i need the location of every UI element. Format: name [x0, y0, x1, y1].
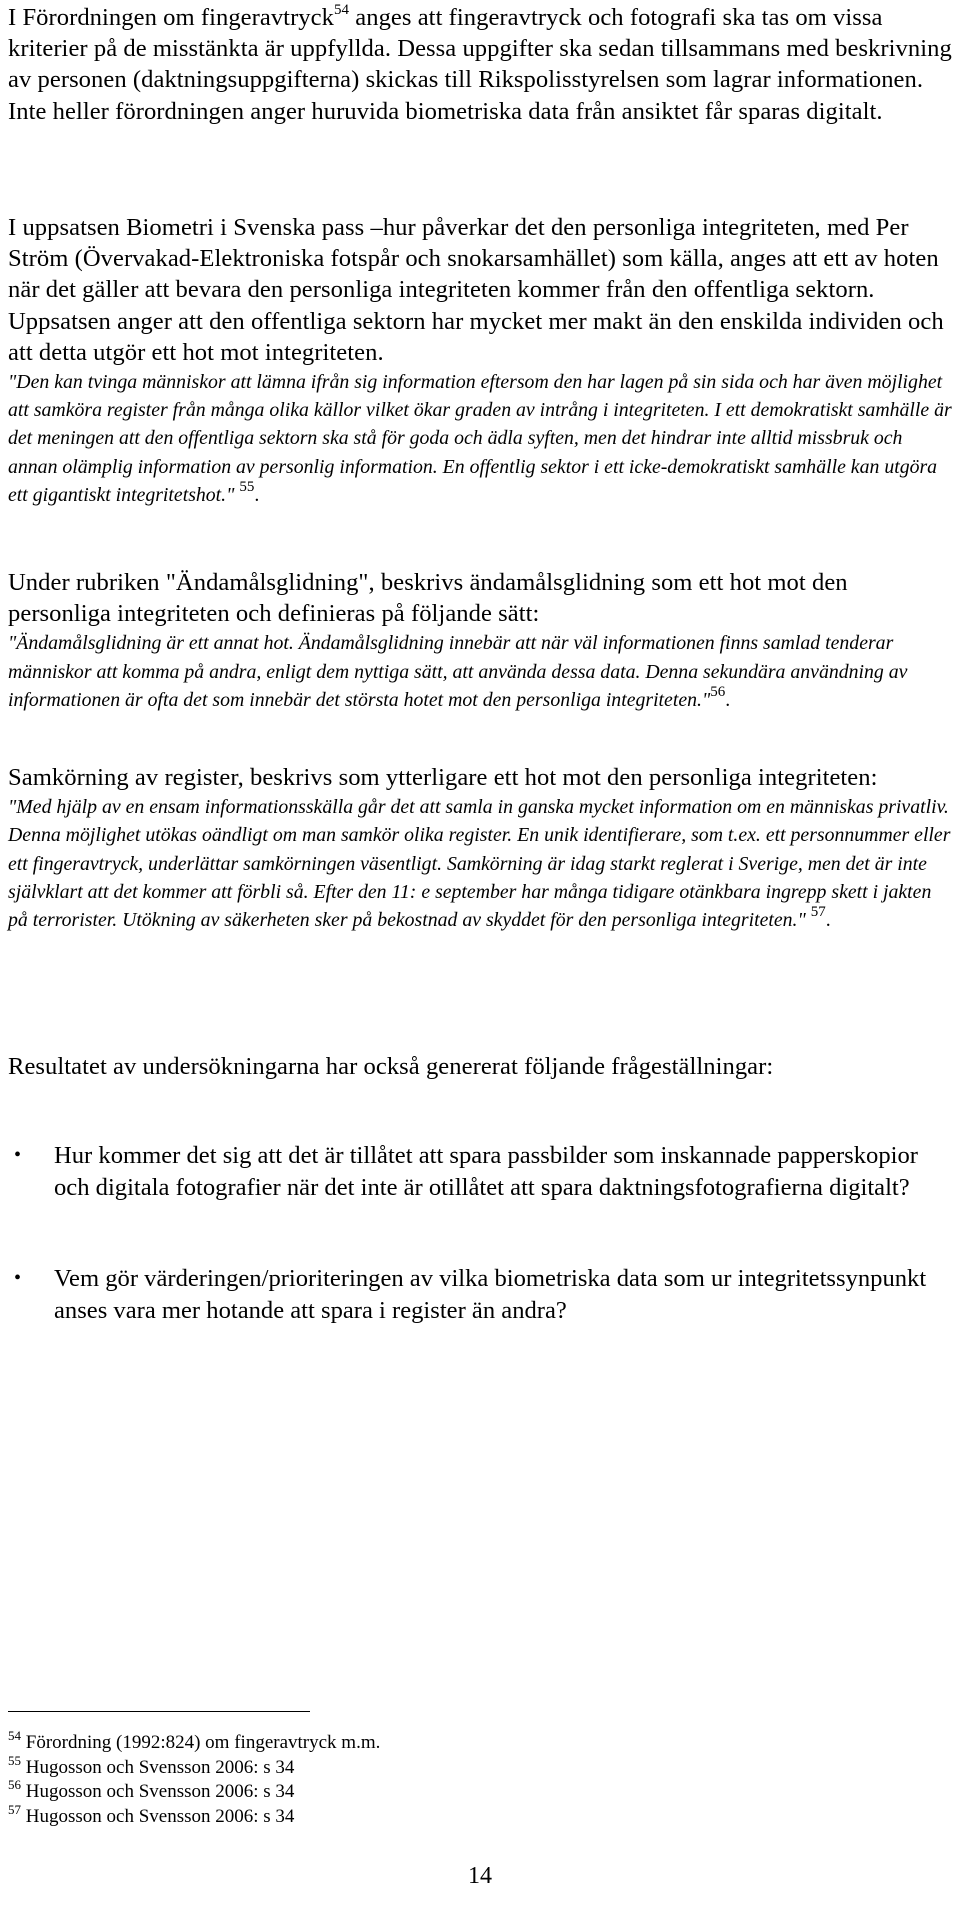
footnote-divider — [8, 1711, 310, 1712]
quote-end: . — [254, 483, 260, 506]
footnotes — [8, 1728, 952, 1829]
paragraph-register-matching — [8, 762, 952, 934]
footnote-text: Hugosson och Svensson 2006: s 34 — [21, 1805, 295, 1827]
footnote-ref-56: 56 — [710, 683, 726, 700]
paragraph-questions-intro: Resultatet av undersökningarna har också genererat följande frågeställningar: — [8, 1053, 774, 1080]
paragraph-fingerprint-regulation — [8, 2, 952, 127]
block-quote — [8, 368, 952, 509]
paragraph-text: I Förordningen om fingeravtryck — [8, 4, 334, 31]
footnote-number: 57 — [8, 1801, 21, 1817]
paragraph-public-sector — [8, 212, 952, 509]
footnote — [8, 1777, 952, 1805]
page-number: 14 — [468, 1863, 492, 1889]
footnote-number: 55 — [8, 1752, 21, 1768]
footnote-number: 56 — [8, 1777, 21, 1792]
footnote — [8, 1752, 952, 1781]
quote-text: "Ändamålsglidning är ett annat hot. Ändamålsglidning innebär att när väl informationen finns samlad tenderar människor att komma på andra, enligt dem nyttiga sätt, att använda dessa data. Denna sekundära användning av informationen är ofta det som innebär det största hotet mot den personliga integriteten." — [8, 632, 908, 711]
question-list — [8, 1140, 952, 1203]
list-item — [8, 1263, 952, 1326]
paragraph-text: I uppsatsen Biometri i Svenska pass –hur påverkar det den personliga integriteten, med Per Ström (Övervakad-Elektroniska fotspår och snokarsamhället) som källa, anges att ett av hoten när det gäller att bevara den personliga integriteten kommer från den offentliga sektorn. Uppsatsen anger att den offentliga sektorn har mycket mer makt än den enskilda individen och att detta utgör ett hot mot integriteten. — [8, 214, 944, 366]
footnote — [8, 1728, 952, 1756]
block-quote — [8, 629, 952, 714]
footnote-number: 54 — [8, 1728, 21, 1743]
paragraph-text: Under rubriken "Ändamålsglidning", beskrivs ändamålsglidning som ett hot mot den personliga integriteten och definieras på följande sätt: — [8, 569, 848, 628]
quote-text: "Den kan tvinga människor att lämna ifrån sig information eftersom den har lagen på sin sida och har även möjlighet att samköra register från många olika källor vilket ökar graden av intrång i integriteten. I ett demokratiskt samhälle är det meningen att den offentliga sektorn ska stå för goda och ädla syften, men det hindrar inte alltid missbruk och annan olämplig information av personlig information. En offentlig sektor i ett icke-demokratiskt samhälle kan utgöra ett gigantiskt integritetshot." — [8, 371, 952, 506]
footnote-text: Hugosson och Svensson 2006: s 34 — [21, 1781, 295, 1802]
list-item-text: Hur kommer det sig att det är tillåtet att spara passbilder som inskannade papperskopior och digitala fotografier när det inte är otillåtet att spara daktningsfotografierna digitalt? — [54, 1142, 918, 1201]
footnote-ref-54: 54 — [333, 2, 350, 18]
list-item — [8, 1140, 952, 1203]
footnote-ref-55: 55 — [239, 478, 255, 495]
footnote-text: Hugosson och Svensson 2006: s 34 — [21, 1756, 295, 1778]
quote-text: "Med hjälp av en ensam informationsskälla går det att samla in ganska mycket information om en människas privatliv. Denna möjlighet utökas oändligt om man samkör olika register. En unik identifierare, som t.ex. ett personnummer eller ett fingeravtryck, underlättar samkörningen väsentligt. Samkörning är idag starkt reglerat i Sverige, men det är inte självklart att det kommer att förbli så. Efter den 11: e september har många tidigare otänkbara ingrepp skett i jakten på terrorister. Utökning av säkerheten sker på bekostnad av skyddet för den personliga integriteten." — [8, 796, 951, 932]
list-item-text: Vem gör värderingen/prioriteringen av vilka biometriska data som ur integritetssynpunkt anses vara mer hotande att spara i register än andra? — [54, 1265, 927, 1324]
footnote-text: Förordning (1992:824) om fingeravtryck m.m. — [21, 1732, 381, 1753]
question-list — [8, 1263, 952, 1326]
footnote — [8, 1801, 952, 1830]
quote-end: . — [825, 909, 831, 932]
paragraph-text: Samkörning av register, beskrivs som ytterligare ett hot mot den personliga integriteten: — [8, 764, 878, 791]
paragraph-text: anges att fingeravtryck och fotografi ska tas om vissa kriterier på de misstänkta är uppfyllda. Dessa uppgifter ska sedan tillsammans med beskrivning av personen (daktningsuppgifterna) skickas till Rikspolisstyrelsen som lagrar informationen. Inte heller förordningen anger huruvida biometriska data från ansiktet får sparas digitalt. — [8, 4, 952, 125]
block-quote — [8, 793, 952, 934]
bullet-icon: • — [14, 1267, 22, 1289]
quote-end: . — [725, 688, 731, 711]
footnote-ref-57: 57 — [810, 904, 826, 921]
bullet-icon: • — [14, 1144, 22, 1166]
paragraph-purpose-creep — [8, 567, 952, 714]
